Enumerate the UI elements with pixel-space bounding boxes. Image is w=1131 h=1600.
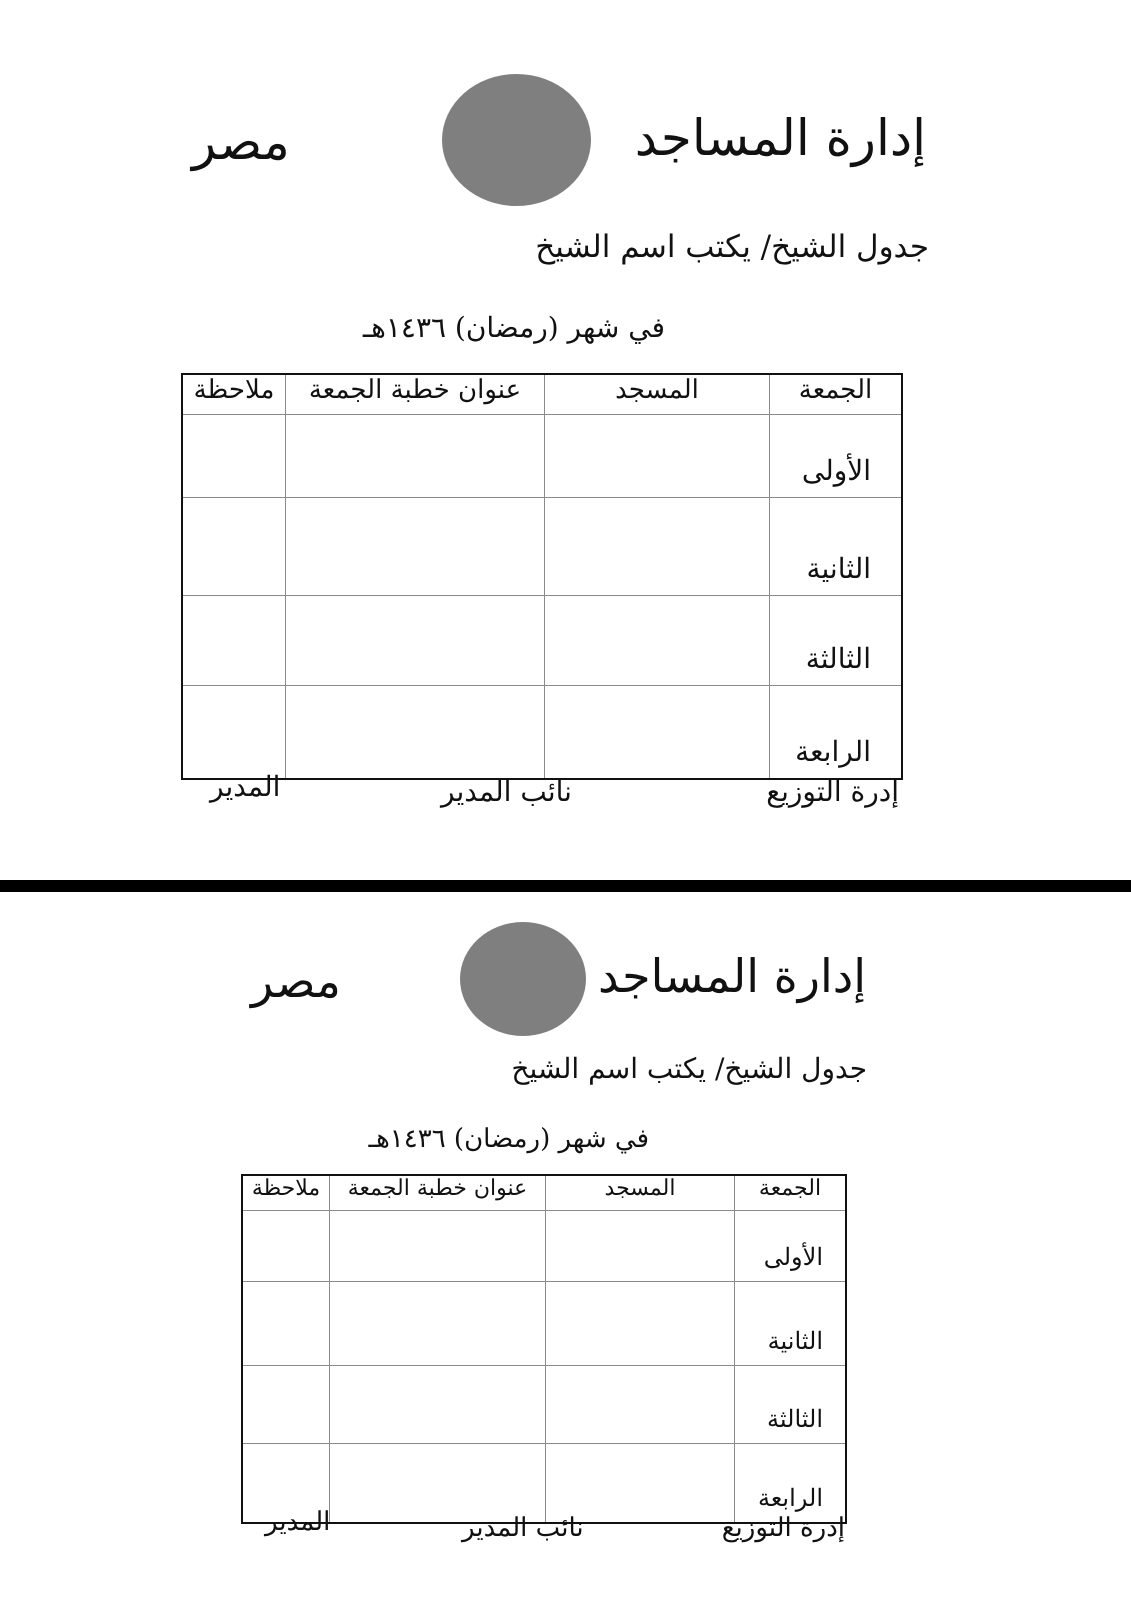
table-row <box>182 686 902 780</box>
friday-label: الأولى <box>770 415 903 498</box>
page-title: إدارة المساجد <box>634 109 926 167</box>
deputy-director-signature: نائب المدير <box>462 1513 584 1543</box>
month-label: في شهر (رمضان) ١٤٣٦هـ <box>362 311 665 344</box>
country-label: مصر <box>192 113 290 171</box>
page-divider <box>0 880 1131 892</box>
sermon-title-cell <box>286 596 545 686</box>
sermon-title-cell <box>330 1282 546 1366</box>
mosque-cell <box>546 1444 735 1524</box>
note-cell <box>242 1366 330 1444</box>
note-cell <box>182 498 286 596</box>
note-cell <box>242 1282 330 1366</box>
header-friday: الجمعة <box>770 374 903 415</box>
mosque-cell <box>546 1366 735 1444</box>
table-row <box>242 1366 846 1444</box>
header-note: ملاحظة <box>182 374 286 415</box>
table-header-row <box>182 374 902 415</box>
mosque-cell <box>546 1211 735 1282</box>
friday-label: الثانية <box>770 498 903 596</box>
logo-placeholder <box>442 74 591 206</box>
table-header-row <box>242 1175 846 1211</box>
friday-label: الرابعة <box>770 686 903 780</box>
friday-label: الثالثة <box>735 1366 847 1444</box>
distribution-signature: إدرة التوزيع <box>766 775 899 808</box>
header-friday: الجمعة <box>735 1175 847 1211</box>
friday-label: الرابعة <box>735 1444 847 1524</box>
deputy-director-signature: نائب المدير <box>441 775 572 808</box>
sermon-title-cell <box>330 1366 546 1444</box>
logo-placeholder <box>460 922 586 1036</box>
table-row <box>182 596 902 686</box>
mosque-cell <box>545 686 770 780</box>
mosque-cell <box>545 596 770 686</box>
table-row <box>242 1444 846 1524</box>
friday-schedule-table <box>181 373 903 780</box>
friday-label: الثالثة <box>770 596 903 686</box>
sermon-title-cell <box>286 415 545 498</box>
note-cell <box>182 415 286 498</box>
distribution-signature: إدرة التوزيع <box>721 1513 845 1543</box>
mosque-cell <box>546 1282 735 1366</box>
sermon-title-cell <box>286 686 545 780</box>
director-signature: المدير <box>210 770 281 803</box>
sermon-title-cell <box>286 498 545 596</box>
header-mosque: المسجد <box>546 1175 735 1211</box>
table-row <box>182 498 902 596</box>
friday-label: الأولى <box>735 1211 847 1282</box>
header-mosque: المسجد <box>545 374 770 415</box>
friday-label: الثانية <box>735 1282 847 1366</box>
mosque-cell <box>545 415 770 498</box>
mosque-cell <box>545 498 770 596</box>
page-title: إدارة المساجد <box>597 949 866 1003</box>
table-row <box>242 1282 846 1366</box>
header-note: ملاحظة <box>242 1175 330 1211</box>
month-label: في شهر (رمضان) ١٤٣٦هـ <box>368 1124 649 1154</box>
table-row <box>182 415 902 498</box>
sermon-title-cell <box>330 1444 546 1524</box>
note-cell <box>242 1211 330 1282</box>
note-cell <box>182 596 286 686</box>
friday-schedule-table <box>241 1174 847 1524</box>
table-row <box>242 1211 846 1282</box>
header-sermon-title: عنوان خطبة الجمعة <box>286 374 545 415</box>
sheikh-schedule-subtitle: جدول الشيخ/ يكتب اسم الشيخ <box>535 229 929 265</box>
sermon-title-cell <box>330 1211 546 1282</box>
header-sermon-title: عنوان خطبة الجمعة <box>330 1175 546 1211</box>
note-cell <box>182 686 286 780</box>
sheikh-schedule-subtitle: جدول الشيخ/ يكتب اسم الشيخ <box>511 1052 867 1085</box>
country-label: مصر <box>251 954 341 1008</box>
director-signature: المدير <box>265 1507 331 1537</box>
